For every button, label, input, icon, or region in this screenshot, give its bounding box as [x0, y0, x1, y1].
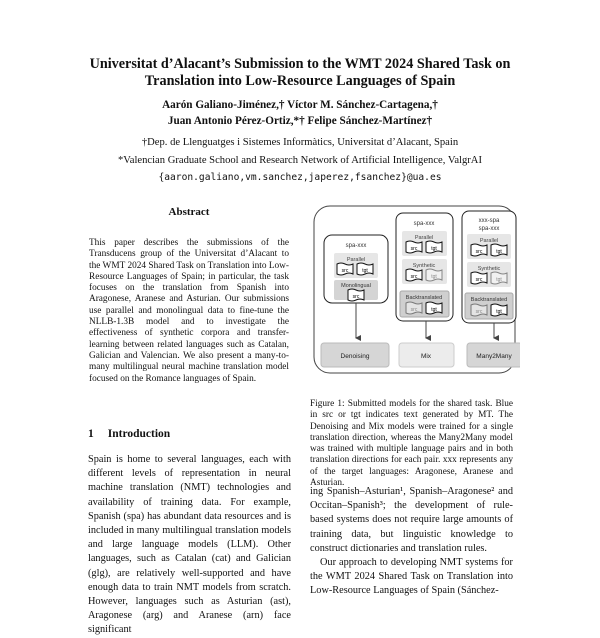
parallel-label: Parallel	[346, 257, 366, 263]
backtranslated-label: Backtranslated	[470, 297, 508, 303]
section-title: Introduction	[107, 428, 171, 440]
paragraph-continued: ing Spanish–Asturian¹, Spanish–Aragonese² and Occitan–Spanish³; the development of rule-based systems does not require large amounts of training data, but linguistic knowledge to construct dictionaries and translation rules.	[310, 486, 513, 554]
affiliation-2: *Valencian Graduate School and Research Network of Artificial Intelligence, ValgrAI	[118, 155, 482, 166]
abstract-heading: Abstract	[168, 206, 210, 218]
src-doc-label: src	[410, 274, 418, 280]
authors	[60, 97, 540, 129]
synthetic-label: Synthetic	[412, 263, 436, 269]
title-line-1: Universitat d’Alacant’s Submission to the WMT 2024 Shared Task on	[89, 56, 511, 72]
right-column-text	[310, 485, 513, 599]
direction-label: spa-xxx	[345, 243, 367, 249]
tgt-doc-label-generated: tgt	[431, 274, 437, 280]
title-line-2: Translation into Low-Resource Languages of Spain	[144, 73, 456, 89]
src-doc-label: src	[352, 294, 360, 300]
model-mix: Mix	[420, 353, 432, 360]
figure-1-diagram	[310, 200, 520, 380]
introduction-text: Spain is home to several languages, each with different levels of representation in neural machine translation (NMT) technologies and availability of training data. For example, Spanish (spa) has abundant data resources and is included in many multilingual translation models and large language models (LLM). Other languages, such as Catalan (cat) and Galician (glg), are relatively well-supported and have enough data to train NMT models from scratch. However, languages such as Asturian (ast), Aragonese (arg) and Aranese (arn) face significant	[88, 454, 291, 636]
section-heading-introduction	[88, 428, 184, 440]
direction-label: spa-xxx	[413, 221, 435, 227]
src-doc-label: src	[410, 246, 418, 252]
paper-title	[60, 56, 540, 90]
figure-1-caption: Figure 1: Submitted models for the shared task. Blue in src or tgt indicates text generated by MT. The Denoising and Mix models were trained for a single translation direction, whereas the Many2Many model was trained with multiple language pairs and in both translation directions for each pair. xxx represents any of the target languages: Aragonese, Aranese and Asturian.	[310, 399, 513, 489]
src-doc-label: src	[475, 277, 483, 283]
group-spa-xxx-mix	[396, 213, 454, 367]
backtranslated-label: Backtranslated	[405, 295, 443, 301]
direction-label: spa-xxx	[478, 226, 500, 232]
src-doc-label-generated: src	[410, 307, 418, 313]
parallel-label: Parallel	[414, 235, 434, 241]
synthetic-label: Synthetic	[477, 266, 501, 272]
src-doc-label: src	[475, 249, 483, 255]
tgt-doc-label: tgt	[431, 307, 437, 313]
src-doc-label: src	[341, 268, 349, 274]
tgt-doc-label: tgt	[362, 268, 368, 274]
tgt-doc-label-generated: tgt	[496, 277, 502, 283]
tgt-doc-label: tgt	[431, 246, 437, 252]
abstract-text: This paper describes the submissions of the Transducens group of the Universitat d’Alacant to the WMT 2024 Shared Task on Translation into Low-Resource Languages of Spain; in particular, the task focuses on the translation from Spanish into Aragonese, Aranese and Asturian. Our submissions use parallel and monolingual data to fine-tune the NLLB-1.3B model and to investigate the effectiveness of synthetic corpora and transfer-learning between related languages such as Catalan, Galician and Valencian. We also present a many-to-many multilingual neural machine translation model focused on the Romance languages of Spain.	[89, 238, 289, 384]
paragraph-approach: Our approach to developing NMT systems for the WMT 2024 Shared Task on Translation into Low-Resource Languages of Spain (Sánchez-	[310, 557, 513, 597]
group-spa-xxx-denoising	[321, 235, 389, 367]
direction-label: xxx-spa	[478, 218, 500, 224]
section-number: 1	[88, 428, 94, 440]
group-many2many	[462, 211, 520, 367]
authors-line-2: Juan Antonio Pérez-Ortiz,*† Felipe Sánchez-Martínez†	[167, 115, 433, 127]
model-many2many: Many2Many	[476, 353, 512, 360]
affiliation-1: †Dep. de Llenguatges i Sistemes Informàtics, Universitat d’Alacant, Spain	[141, 137, 459, 148]
parallel-label: Parallel	[479, 238, 499, 244]
tgt-doc-label: tgt	[496, 309, 502, 315]
tgt-doc-label: tgt	[496, 249, 502, 255]
monolingual-label: Monolingual	[341, 283, 371, 289]
authors-line-1: Aarón Galiano-Jiménez,† Víctor M. Sánchez-Cartagena,†	[162, 99, 438, 111]
src-doc-label-generated: src	[475, 309, 483, 315]
author-emails: {aaron.galiano,vm.sanchez,japerez,fsanchez}@ua.es	[158, 172, 442, 183]
model-denoising: Denoising	[340, 353, 370, 360]
